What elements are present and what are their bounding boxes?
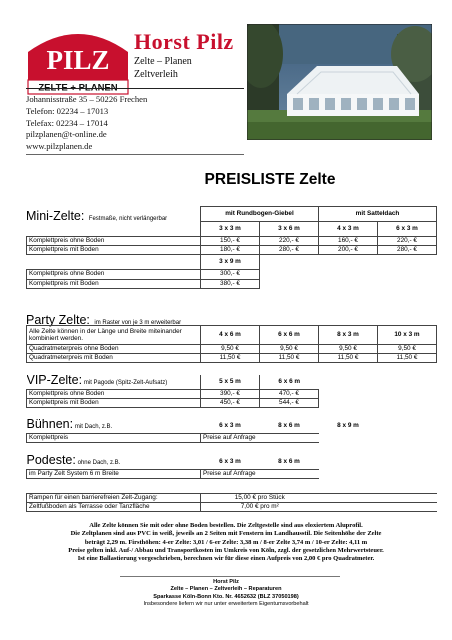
- podeste-table: [26, 455, 437, 479]
- price-cell: 470,- €: [260, 389, 319, 398]
- row-label: Quadratmeterpreis ohne Boden: [27, 345, 201, 354]
- section-note: mit Dach, z.B.: [74, 424, 113, 431]
- section-title: VIP-Zelte:: [26, 375, 83, 388]
- price-cell: 450,- €: [201, 398, 260, 407]
- table-row: [27, 469, 437, 478]
- table-row: [27, 246, 437, 255]
- price-cell: 280,- €: [260, 246, 319, 255]
- buehnen-table: [26, 419, 437, 443]
- extras-table: [26, 493, 437, 512]
- table-row: [27, 494, 437, 503]
- price-cell: 9,50 €: [378, 345, 437, 354]
- company-subtitle-1: Zelte – Planen: [134, 56, 192, 67]
- price-cell: 280,- €: [378, 246, 437, 255]
- table-row: [27, 354, 437, 363]
- fax: Telefax: 02234 – 17014: [26, 117, 108, 128]
- price-cell: 180,- €: [201, 246, 260, 255]
- table-row: [27, 398, 437, 407]
- size-header: 8 x 9 m: [337, 422, 359, 429]
- price-cell: 11,50 €: [260, 354, 319, 363]
- price-cell: Preise auf Anfrage: [201, 433, 319, 442]
- price-cell: 150,- €: [201, 237, 260, 246]
- size-header: 8 x 6 m: [278, 421, 300, 429]
- website-link[interactable]: www.pilzplanen.de: [26, 141, 93, 152]
- footer-bank: Sparkasse Köln-Bonn Kto. Nr. 4652632 (BLZ 37050198): [153, 593, 299, 600]
- section-head-podeste: [27, 455, 201, 469]
- price-cell: 380,- €: [201, 279, 260, 288]
- header-divider: [26, 88, 244, 89]
- price-cell: 390,- €: [201, 389, 260, 398]
- price-cell: 11,50 €: [378, 354, 437, 363]
- table-row: [27, 279, 437, 288]
- terms-line: Preise gelten inkl. Auf-/ Abbau und Transportkosten im Umkreis von Köln, zzgl. der gesetzlichen Mehrwertsteuer.: [68, 546, 384, 554]
- section-note: ohne Dach, z.B.: [77, 460, 121, 467]
- size-header: 5 x 5 m: [201, 375, 260, 389]
- price-cell: 9,50 €: [201, 345, 260, 354]
- row-label: Komplettpreis ohne Boden: [27, 237, 201, 246]
- phone: Telefon: 02234 – 17013: [26, 105, 109, 116]
- price-cell: 160,- €: [319, 237, 378, 246]
- table-row: [27, 270, 437, 279]
- price-cell: 9,50 €: [260, 345, 319, 354]
- section-head-vip: [27, 375, 201, 389]
- mini-table: [26, 206, 437, 289]
- table-row: [27, 345, 437, 354]
- size-header: 3 x 6 m: [260, 222, 319, 237]
- col-group-satteldach: mit Satteldach: [319, 207, 437, 222]
- page-title: PREISLISTE Zelte: [204, 171, 336, 188]
- price-cell: 300,- €: [201, 270, 260, 279]
- size-header: 3 x 3 m: [201, 222, 260, 237]
- email-link[interactable]: pilzplanen@t-online.de: [26, 129, 107, 140]
- price-cell: 200,- €: [319, 246, 378, 255]
- vip-table: [26, 375, 437, 408]
- size-header: 8 x 6 m: [278, 457, 300, 465]
- contact-divider: [26, 154, 244, 155]
- terms-line: Die Zeltplanen sind aus PVC in weiß, jeweils an 2 Seiten mit Fenstern im Landhausstil. Die Seitenhöhe der Zelte: [70, 530, 382, 538]
- price-cell: 11,50 €: [201, 354, 260, 363]
- size-header: 4 x 3 m: [319, 222, 378, 237]
- table-row: [27, 503, 437, 512]
- row-label: Komplettpreis mit Boden: [27, 279, 201, 288]
- footer-legal: Insbesondere liefern wir nur unter erweitertem Eigentumsvorbehalt: [143, 600, 309, 607]
- section-note: Festmaße, nicht verlängerbar: [88, 216, 168, 222]
- row-label: Komplettpreis ohne Boden: [27, 270, 201, 279]
- size-header: 3 x 9 m: [201, 255, 260, 270]
- page-footer: [0, 579, 452, 608]
- terms-text: [26, 522, 426, 563]
- company-name: Horst Pilz: [134, 29, 234, 54]
- size-header: 10 x 3 m: [378, 326, 437, 345]
- company-subtitle-2: Zeltverleih: [134, 69, 178, 80]
- terms-line: Alle Zelte können Sie mit oder ohne Boden bestellen. Die Zeltgestelle sind aus eloxiertem Aluprofil.: [89, 522, 363, 529]
- party-description: Alle Zelte können in der Länge und Breite miteinander kombiniert werden.: [27, 326, 201, 345]
- size-header: 6 x 3 m: [219, 421, 241, 429]
- size-header: 6 x 6 m: [260, 326, 319, 345]
- price-cell: Preise auf Anfrage: [201, 469, 319, 478]
- contact-block: [26, 94, 147, 153]
- price-cell: 15,00 € pro Stück: [201, 494, 319, 503]
- table-row: [27, 389, 437, 398]
- address: Johannisstraße 35 – 50226 Frechen: [26, 94, 148, 104]
- footer-divider: [120, 576, 340, 577]
- price-cell: 220,- €: [260, 237, 319, 246]
- footer-company: Horst Pilz: [213, 579, 239, 585]
- table-row: [27, 433, 437, 442]
- terms-line: beträgt 2,29 m. Firsthöhen: 4-er Zelte: 3,01 / 6-er Zelte: 3,38 m / 8-er Zelte 3,74 m / 10-er Zelte: 4,11 m: [84, 538, 368, 546]
- logo-text-pilz: PILZ: [46, 45, 110, 75]
- price-cell: 11,50 €: [319, 354, 378, 363]
- table-row: [27, 237, 437, 246]
- section-title: Party Zelte:: [26, 313, 90, 327]
- size-header: 6 x 6 m: [260, 375, 319, 389]
- row-label: Komplettpreis mit Boden: [27, 246, 201, 255]
- terms-line: Ist eine Ballastierung vorgeschrieben, berechnen wir für diese einen Aufpreis von 2,00 € pro Quadratmeter.: [77, 555, 375, 563]
- row-label: Komplettpreis mit Boden: [27, 398, 201, 407]
- size-header: 4 x 6 m: [201, 326, 260, 345]
- size-header: 6 x 3 m: [219, 457, 241, 465]
- section-title: Mini-Zelte:: [26, 209, 85, 223]
- pilz-logo: [26, 22, 130, 96]
- col-group-rundbogen: mit Rundbogen-Giebel: [201, 207, 319, 222]
- price-cell: 220,- €: [378, 237, 437, 246]
- section-note: im Raster von je 3 m erweiterbar: [94, 320, 182, 326]
- section-head-buehnen: [27, 419, 201, 433]
- row-label: Komplettpreis ohne Boden: [27, 389, 201, 398]
- row-label: Rampen für einen barrierefreien Zelt-Zugang:: [27, 494, 201, 503]
- section-note: mit Pagode (Spitz-Zelt-Aufsatz): [83, 380, 168, 387]
- section-title: Podeste:: [26, 455, 76, 468]
- section-title: Bühnen:: [26, 419, 74, 432]
- footer-services: Zelte – Planen – Zeltverleih – Reparaturen: [170, 586, 282, 593]
- size-header: 8 x 3 m: [319, 326, 378, 345]
- size-header: 6 x 3 m: [378, 222, 437, 237]
- row-label: Zeltfußboden als Terrasse oder Tanzfläche: [27, 503, 201, 512]
- row-label: im Party Zelt System 6 m Breite: [27, 469, 201, 478]
- price-cell: 544,- €: [260, 398, 319, 407]
- price-cell: 9,50 €: [319, 345, 378, 354]
- row-label: Komplettpreis: [27, 433, 201, 442]
- logo-text-zelte: ZELTE + PLANEN: [38, 82, 118, 94]
- tent-photo: [247, 24, 432, 140]
- price-cell: 7,00 € pro m²: [201, 503, 319, 512]
- row-label: Quadratmeterpreis mit Boden: [27, 354, 201, 363]
- party-table: [26, 325, 437, 363]
